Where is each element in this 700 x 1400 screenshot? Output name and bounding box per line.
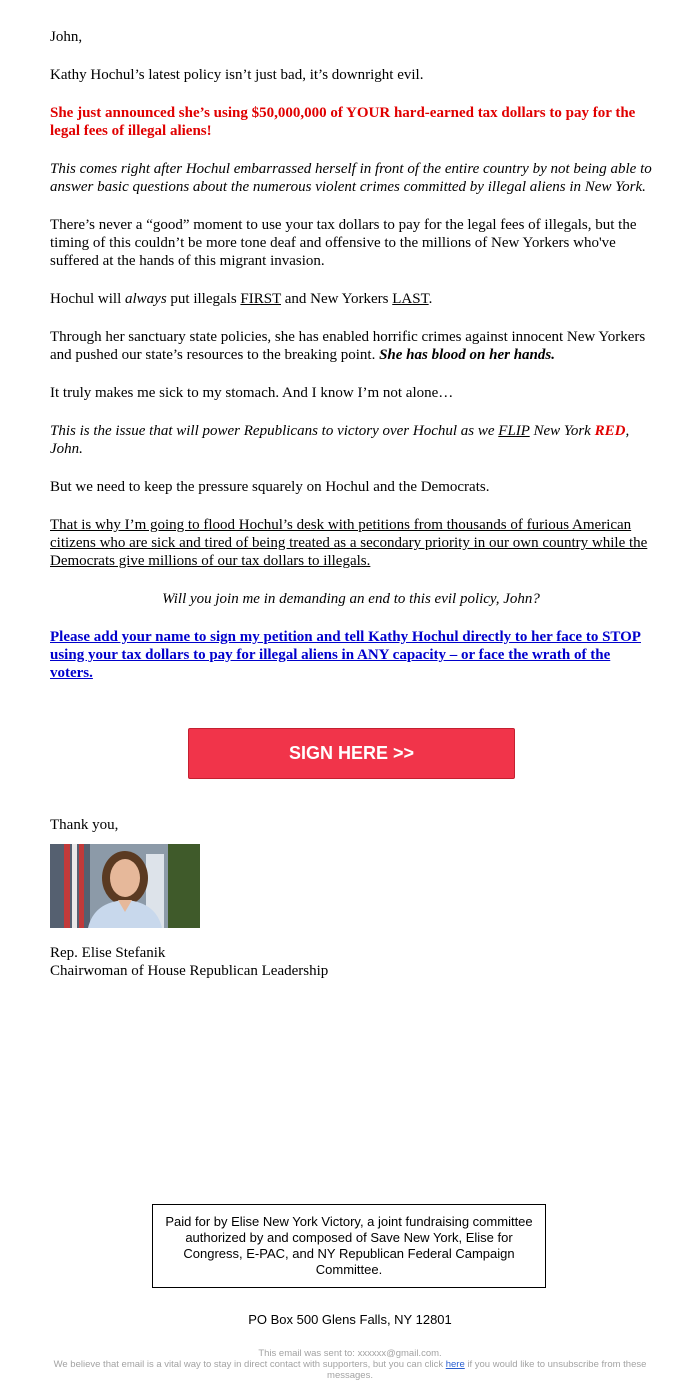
text-underlined: FLIP bbox=[498, 423, 530, 439]
greeting: John, bbox=[50, 29, 83, 45]
text: if you would like to unsubscribe from these messages. bbox=[327, 1359, 647, 1381]
text-underlined: FIRST bbox=[240, 291, 281, 307]
signer-photo bbox=[50, 844, 200, 928]
text: put illegals bbox=[166, 291, 241, 307]
paragraph-sick: It truly makes me sick to my stomach. And I know I’m not alone… bbox=[50, 385, 454, 401]
paragraph-sanctuary bbox=[50, 328, 652, 364]
text: New York bbox=[529, 423, 595, 439]
unsubscribe-link[interactable]: here bbox=[445, 1359, 465, 1370]
signer-title: Chairwoman of House Republican Leadership bbox=[50, 963, 329, 979]
paragraph-timing: There’s never a “good” moment to use your tax dollars to pay for the legal fees of illegals, but the timing of this couldn’t be more tone deaf and offensive to the millions of New Yorkers who've suffered at the hands of this migrant invasion. bbox=[50, 217, 637, 269]
paragraph-join: Will you join me in demanding an end to this evil policy, John? bbox=[162, 591, 540, 607]
text-emphasis: She has blood on her hands. bbox=[379, 347, 555, 363]
paid-for-disclaimer: Paid for by Elise New York Victory, a joint fundraising committee authorized by and composed of Save New York, Elise for Congress, E-PAC, and NY Republican Federal Campaign Committee. bbox=[152, 1204, 546, 1288]
text: Hochul will bbox=[50, 291, 125, 307]
thank-you-text: Thank you, bbox=[50, 817, 119, 833]
signer-name: Rep. Elise Stefanik bbox=[50, 945, 166, 961]
paragraph-pressure: But we need to keep the pressure squarely on Hochul and the Democrats. bbox=[50, 479, 490, 495]
cta-button-wrap bbox=[188, 728, 515, 779]
text: This is the issue that will power Republicans to victory over Hochul as we bbox=[50, 423, 499, 439]
petition-link-paragraph bbox=[50, 628, 652, 682]
text: . bbox=[428, 291, 433, 307]
text: Through her sanctuary state policies, she has enabled horrific crimes against innocent New Yorkers and pushed our state’s resources to the breaking point. bbox=[50, 329, 646, 363]
email-body bbox=[50, 28, 652, 702]
text: , John. bbox=[50, 423, 630, 457]
unsubscribe-text bbox=[40, 1359, 660, 1381]
text: We believe that email is a vital way to stay in direct contact with supporters, but you can click bbox=[53, 1359, 446, 1370]
paragraph-intro: Kathy Hochul’s latest policy isn’t just bad, it’s downright evil. bbox=[50, 67, 424, 83]
text-underlined: LAST bbox=[392, 291, 429, 307]
text-red: RED bbox=[594, 423, 626, 439]
signature-block bbox=[50, 944, 328, 980]
text: and New Yorkers bbox=[281, 291, 393, 307]
mailing-address: PO Box 500 Glens Falls, NY 12801 bbox=[248, 1312, 452, 1327]
sign-here-button[interactable]: SIGN HERE >> bbox=[188, 728, 515, 779]
email-footer bbox=[40, 1348, 660, 1381]
portrait-image bbox=[50, 844, 200, 928]
petition-link[interactable]: Please add your name to sign my petition and tell Kathy Hochul directly to her face to STOP using your tax dollars to pay for illegal aliens in ANY capacity – or face the wrath of the voters. bbox=[50, 629, 641, 681]
text-emphasis: always bbox=[125, 291, 167, 307]
paragraph-embarrassed: This comes right after Hochul embarrassed herself in front of the entire country by not being able to answer basic questions about the numerous violent crimes committed by illegal aliens in New York. bbox=[50, 161, 652, 195]
paragraph-flip bbox=[50, 422, 652, 458]
sent-to-text: This email was sent to: xxxxxx@gmail.com. bbox=[258, 1348, 442, 1359]
paragraph-petitions: That is why I’m going to flood Hochul’s desk with petitions from thousands of furious American citizens who are sick and tired of being treated as a secondary priority in our own country while the Democrats give millions of our tax dollars to illegals. bbox=[50, 517, 648, 569]
paragraph-announcement: She just announced she’s using $50,000,000 of YOUR hard-earned tax dollars to pay for the legal fees of illegal aliens! bbox=[50, 105, 636, 139]
paragraph-first-last bbox=[50, 290, 652, 308]
